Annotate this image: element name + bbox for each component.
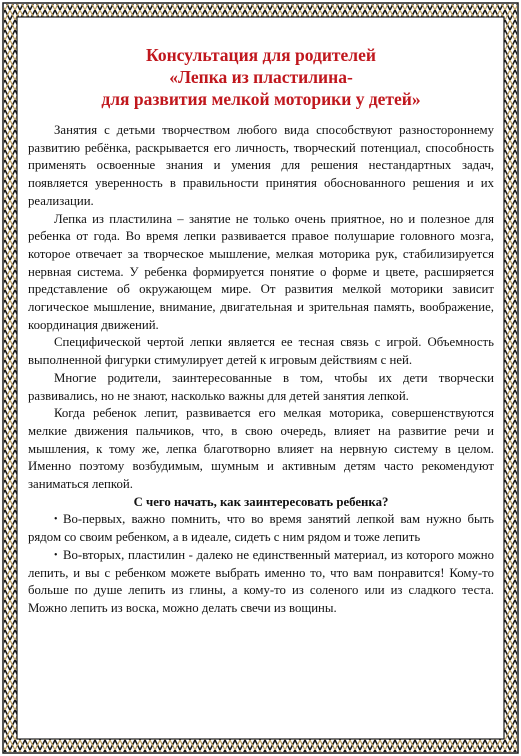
bullet-dot-icon: • <box>54 549 58 561</box>
paragraph-5: Когда ребенок лепит, развивается его мелкая моторика, совершенствуются мелкие движения пальчиков, что, в свою очередь, влияет на развитие речи и мышления, к тому же, лепка благотворно влияет на нервную систему в целом. Именно поэтому возбудимым, шумным и активным детям часто рекомендуют заниматься лепкой. <box>28 406 494 492</box>
section-heading: С чего начать, как заинтересовать ребенка? <box>133 494 389 509</box>
paragraph-1: Занятия с детьми творчеством любого вида способствуют разностороннему развитию ребёнка, раскрывается его личность, творческий потенциал, способность применять освоенные знания и умения для решения нестандартных задач, появляется уверенность в правильности принятия обоснованного решения и их реализации. <box>28 123 494 208</box>
title-line-2: «Лепка из пластилина- <box>169 67 353 87</box>
title-line-1: Консультация для родителей <box>146 45 376 65</box>
bullet-item-1 <box>28 511 494 546</box>
document-title <box>28 44 494 110</box>
paragraph-3: Специфической чертой лепки является ее тесная связь с игрой. Объемность выполненной фигурки стимулирует детей к игровым действиям с ней. <box>28 335 494 368</box>
bullet-dot-icon: • <box>54 514 58 526</box>
bullet-item-2 <box>28 547 494 618</box>
paragraph-2: Лепка из пластилина – занятие не только очень приятное, но и полезное для ребенка от года. Во время лепки развивается правое полушарие головного мозга, которое отвечает за творческое мышление, мелкая моторика рук, стабилизируется нервная система. У ребенка формируется понятие о форме и цвете, расширяется представление об окружающем мире. От развития мелкой моторики зависит логическое мышление, внимание, двигательная и зрительная память, воображение, координация движений. <box>28 211 494 332</box>
consultation-document <box>28 44 494 618</box>
title-line-3: для развития мелкой моторики у детей» <box>101 89 421 109</box>
paragraph-4: Многие родители, заинтересованные в том, чтобы их дети творчески развивались, но не знают, насколько важны для детей занятия лепкой. <box>28 370 494 403</box>
bullet-text-2: Во-вторых, пластилин - далеко не единственный материал, из которого можно лепить, и вы с ребенком можете выбрать именно то, что вам понравится! Кому-то больше по душе лепить из глины, а кому-то из соленого или из сладкого теста. Можно лепить из воска, можно делать свечи из вощины. <box>28 547 494 615</box>
bullet-text-1: Во-первых, важно помнить, что во время занятий лепкой вам нужно быть рядом со своим ребенком, а в идеале, сидеть с ним рядом и тоже лепить <box>28 512 494 545</box>
